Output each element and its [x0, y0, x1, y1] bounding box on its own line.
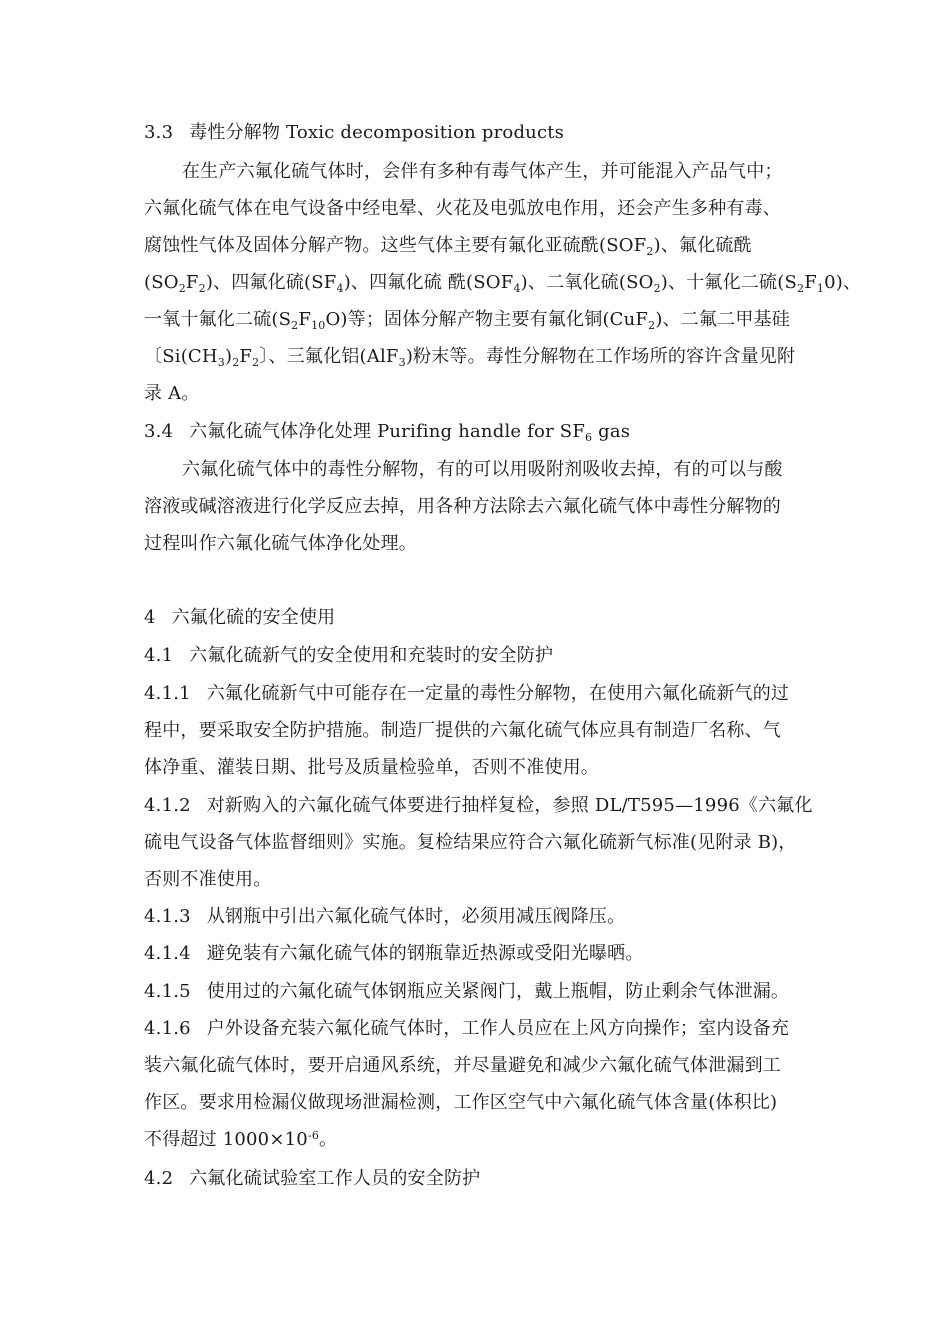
clause-text: 避免装有六氟化硫气体的钢瓶靠近热源或受阳光曝晒。	[206, 943, 644, 964]
clause-number: 4.1.2	[144, 795, 191, 816]
section-title: 六氟化硫试验室工作人员的安全防护	[189, 1168, 481, 1189]
clause-number: 4.1.1	[144, 683, 191, 704]
paragraph-line: 录 A。	[144, 383, 200, 404]
paragraph-line: 作区。要求用检漏仪做现场泄漏检测，工作区空气中六氟化硫气体含量(体积比)	[144, 1092, 778, 1113]
paragraph-line: 在生产六氟化硫气体时，会伴有多种有毒气体产生，并可能混入产品气中；	[182, 161, 783, 182]
clause-4-1-3	[144, 906, 808, 928]
paragraph-line: 程中，要采取安全防护措施。制造厂提供的六氟化硫气体应具有制造厂名称、气	[144, 720, 781, 741]
clause-4-1-5	[144, 981, 808, 1003]
paragraph-line: 硫电气设备气体监督细则》实施。复检结果应符合六氟化硫新气标准(见附录 B)，	[144, 832, 797, 853]
clause-4-1-4	[144, 943, 808, 965]
clause-4-1-6	[144, 1018, 808, 1040]
clause-4-1-2	[144, 795, 813, 817]
paragraph-line: 不得超过 $1000\times 10^{-6}$。	[144, 1129, 338, 1150]
paragraph-line: 否则不准使用。	[144, 869, 272, 890]
clause-text: 使用过的六氟化硫气体钢瓶应关紧阀门，戴上瓶帽，防止剩余气体泄漏。	[206, 981, 790, 1002]
paragraph-line: 六氟化硫气体中的毒性分解物，有的可以用吸附剂吸收去掉，有的可以与酸	[182, 459, 783, 480]
section-4-1-heading	[144, 645, 808, 667]
section-number: 4	[144, 607, 156, 628]
clause-text: 从钢瓶中引出六氟化硫气体时，必须用减压阀降压。	[206, 906, 626, 927]
section-3-4-heading	[144, 421, 808, 443]
paragraph-line: 〔$Si(CH_3)_2F_2$〕、三氟化铝(AlF$_3$)粉末等。毒性分解物在工作场所的容许含量见附	[144, 346, 796, 369]
section-title: 六氟化硫的安全使用	[171, 607, 336, 628]
section-4-heading	[144, 607, 808, 629]
section-4-2-heading	[144, 1168, 808, 1190]
paragraph-line: 装六氟化硫气体时，要开启通风系统，并尽量避免和减少六氟化硫气体泄漏到工	[144, 1055, 781, 1076]
section-number: 4.1	[144, 645, 174, 666]
paragraph-line: $(SO_2F_2)$、四氟化硫$(SF_4)$、四氟化硫 酰$(SOF_4)$、二氧化硫$(SO_2)$、十氟化二硫$(S_2F_10)$、	[144, 272, 862, 295]
section-number: 3.3	[144, 122, 174, 143]
clause-number: 4.1.4	[144, 943, 191, 964]
section-number: 4.2	[144, 1168, 174, 1189]
section-number: 3.4	[144, 421, 174, 442]
section-title: 六氟化硫新气的安全使用和充装时的安全防护	[189, 645, 554, 666]
clause-number: 4.1.5	[144, 981, 191, 1002]
clause-number: 4.1.6	[144, 1018, 191, 1039]
clause-number: 4.1.3	[144, 906, 191, 927]
section-title: 六氟化硫气体净化处理 Purifing handle for $SF_6$ gas	[189, 421, 631, 444]
clause-text: 对新购入的六氟化硫气体要进行抽样复检，参照 DL/T595—1996《六氟化	[206, 795, 813, 816]
clause-text: 户外设备充装六氟化硫气体时，工作人员应在上风方向操作；室内设备充	[206, 1018, 790, 1039]
paragraph-line: 六氟化硫气体在电气设备中经电晕、火花及电弧放电作用，还会产生多种有毒、	[144, 198, 781, 219]
paragraph-line: 溶液或碱溶液进行化学反应去掉，用各种方法除去六氟化硫气体中毒性分解物的	[144, 496, 781, 517]
clause-text: 六氟化硫新气中可能存在一定量的毒性分解物，在使用六氟化硫新气的过	[206, 683, 790, 704]
paragraph-line: 腐蚀性气体及固体分解产物。这些气体主要有氟化亚硫酰$(SOF_2)$、氟化硫酰	[144, 235, 752, 258]
section-title: 毒性分解物 Toxic decomposition products	[189, 122, 565, 143]
paragraph-line: 一氧十氟化二硫$(S_2F_{10}O)$等；固体分解产物主要有氟化铜(CuF$_2$)、二氟二甲基硅	[144, 309, 790, 332]
paragraph-line: 体净重、灌装日期、批号及质量检验单，否则不准使用。	[144, 757, 599, 778]
clause-4-1-1	[144, 683, 808, 705]
section-3-3-heading	[144, 122, 808, 144]
paragraph-line: 过程叫作六氟化硫气体净化处理。	[144, 533, 417, 554]
